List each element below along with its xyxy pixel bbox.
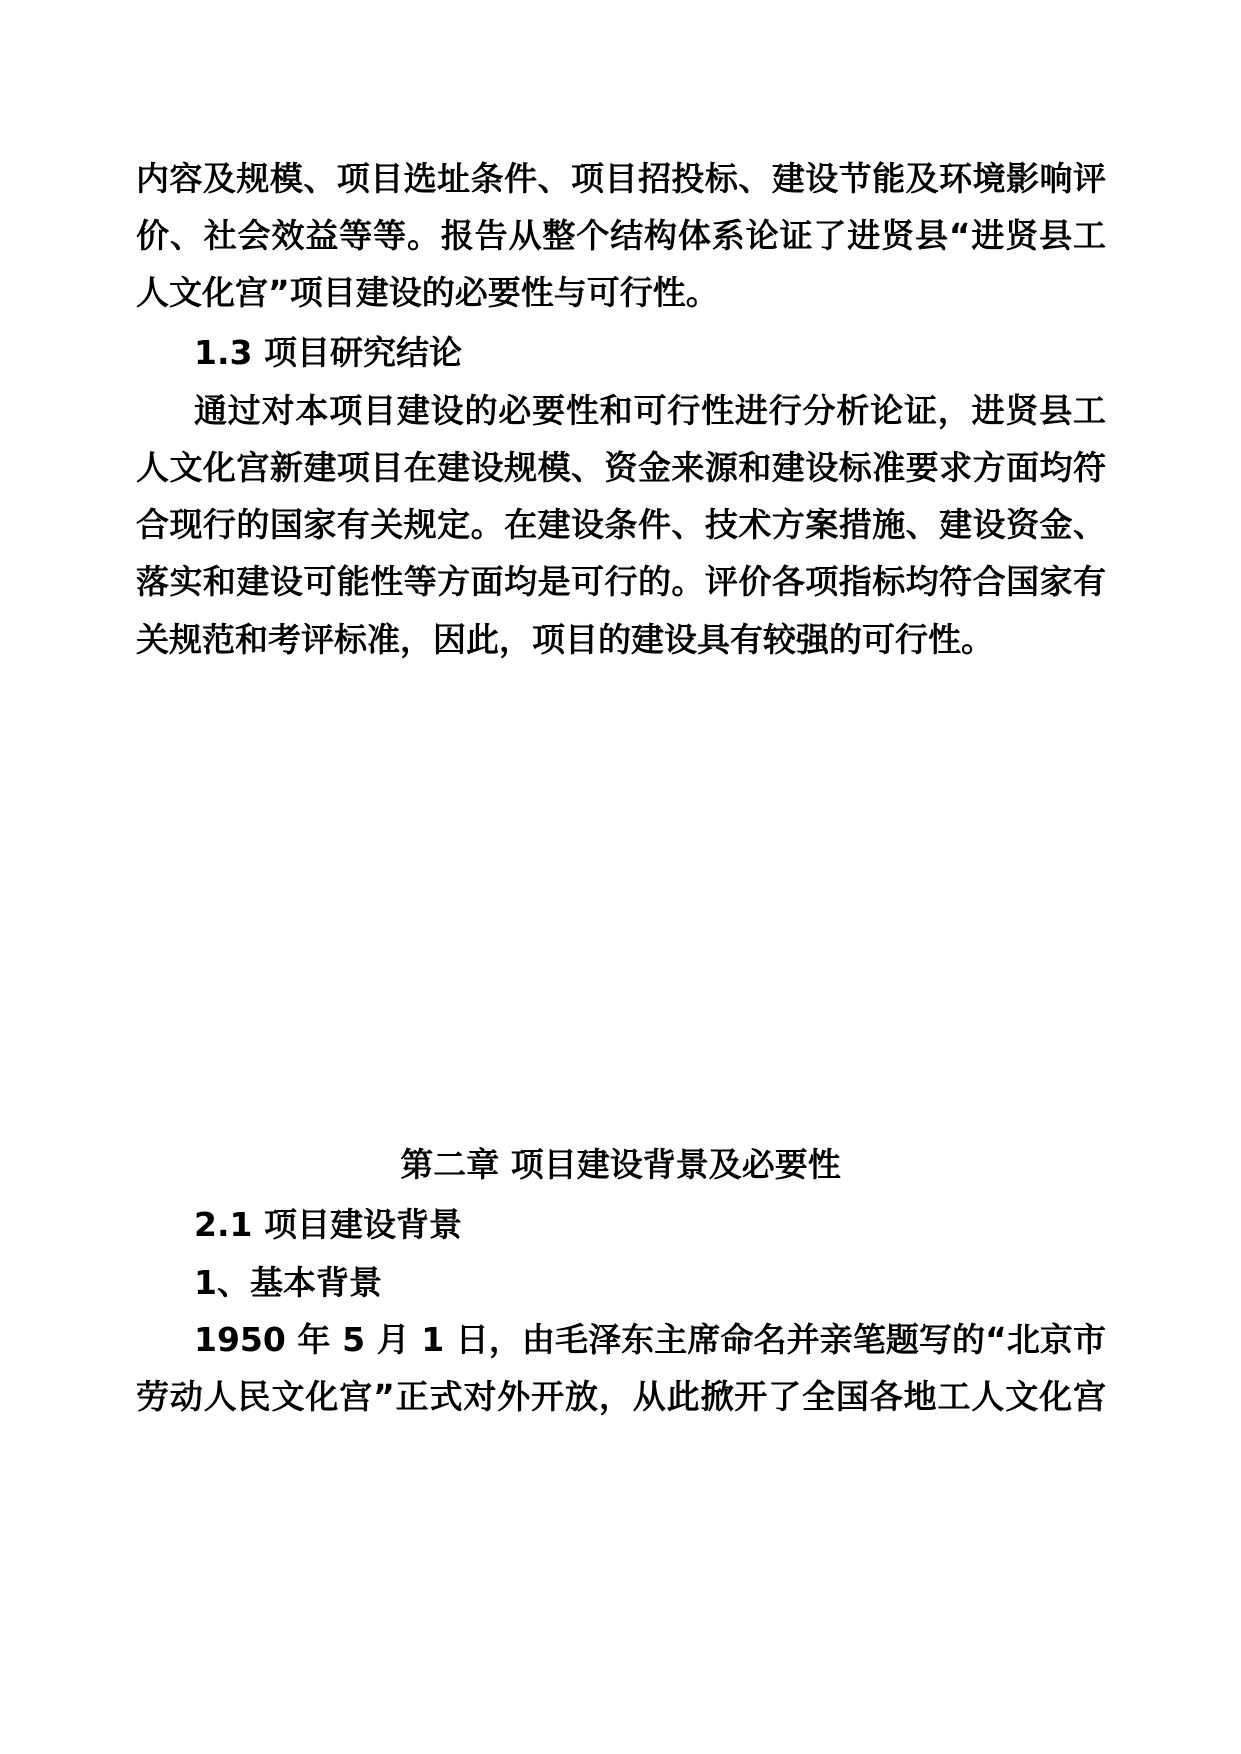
paragraph-line: 劳动人民文化宫”正式对外开放，从此掀开了全国各地工人文化宫 — [136, 1377, 1106, 1416]
paragraph-line: 合现行的国家有关规定。在建设条件、技术方案措施、建设资金、 — [136, 505, 1106, 544]
paragraph-line: 价、社会效益等等。报告从整个结构体系论证了进贤县“进贤县工 — [136, 216, 1106, 255]
paragraph-line: 落实和建设可能性等方面均是可行的。评价各项指标均符合国家有 — [136, 562, 1106, 601]
paragraph-line: 关规范和考评标准，因此，项目的建设具有较强的可行性。 — [136, 620, 994, 659]
paragraph-line: 通过对本项目建设的必要性和可行性进行分析论证，进贤县工 — [194, 391, 1106, 430]
paragraph-line: 人文化宫新建项目在建设规模、资金来源和建设标准要求方面均符 — [136, 448, 1106, 487]
paragraph-line: 1950 年 5 月 1 日，由毛泽东主席命名并亲笔题写的“北京市 — [194, 1320, 1106, 1359]
section-heading: 2.1 项目建设背景 — [194, 1205, 462, 1244]
paragraph-line: 人文化宫”项目建设的必要性与可行性。 — [136, 273, 719, 312]
section-heading: 1.3 项目研究结论 — [194, 333, 462, 372]
paragraph-line: 内容及规模、项目选址条件、项目招投标、建设节能及环境影响评 — [136, 159, 1106, 198]
chapter-title: 第二章 项目建设背景及必要性 — [400, 1145, 841, 1184]
subsection-heading: 1、基本背景 — [194, 1263, 382, 1302]
